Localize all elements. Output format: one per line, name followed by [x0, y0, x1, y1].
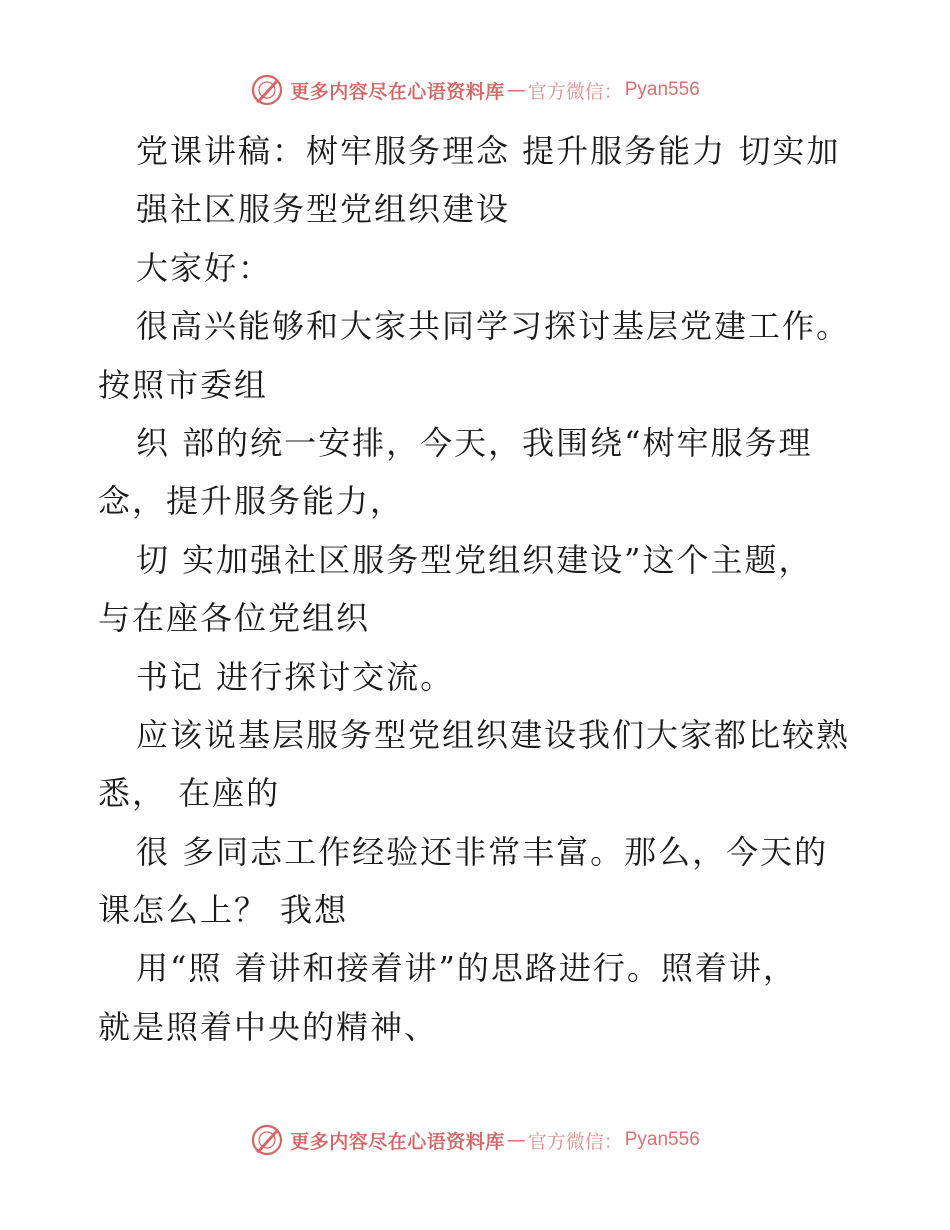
text-line: 很 多同志工作经验还非常丰富。那么，今天的 [136, 832, 829, 871]
text-line: 应该说基层服务型党组织建设我们大家都比较熟 [136, 715, 851, 754]
text-line: 按照市委组 [98, 365, 269, 404]
footer-watermark [0, 1120, 950, 1160]
document-body [98, 122, 858, 1056]
text-line: 很高兴能够和大家共同学习探讨基层党建工作。 [136, 307, 851, 346]
text-line: 书记 进行探讨交流。 [136, 657, 455, 696]
header-watermark [0, 70, 950, 110]
watermark-wechat-label: 官方微信： [527, 80, 623, 103]
text-line: 与在座各位党组织 [98, 599, 371, 638]
watermark-wechat-id: Pyan556 [624, 1129, 700, 1150]
watermark-dash: — [506, 79, 526, 101]
text-line: 织 部的统一安排，今天，我围绕“树牢服务理 [136, 423, 813, 462]
watermark-site-name: 更多内容尽在心语资料库 [290, 1130, 505, 1153]
quill-logo-icon [250, 73, 284, 107]
watermark-wechat-label: 官方微信： [527, 1130, 623, 1153]
text-line: 切 实加强社区服务型党组织建设”这个主题， [136, 540, 813, 579]
text-line: 强社区服务型党组织建设 [136, 190, 511, 229]
watermark-dash: — [506, 1129, 526, 1151]
text-line: 念，提升服务能力， [98, 482, 405, 521]
text-line: 课怎么上？ 我想 [98, 891, 349, 930]
watermark-wechat-id: Pyan556 [624, 79, 700, 100]
watermark-site-name: 更多内容尽在心语资料库 [290, 80, 505, 103]
text-line: 悉， 在座的 [98, 774, 281, 813]
text-line: 大家好： [136, 248, 273, 287]
quill-logo-icon [250, 1123, 284, 1157]
text-line: 党课讲稿：树牢服务理念 提升服务能力 切实加 [136, 132, 841, 170]
text-line: 就是照着中央的精神、 [98, 1007, 439, 1046]
text-line: 用“照 着讲和接着讲”的思路进行。照着讲， [136, 949, 797, 988]
